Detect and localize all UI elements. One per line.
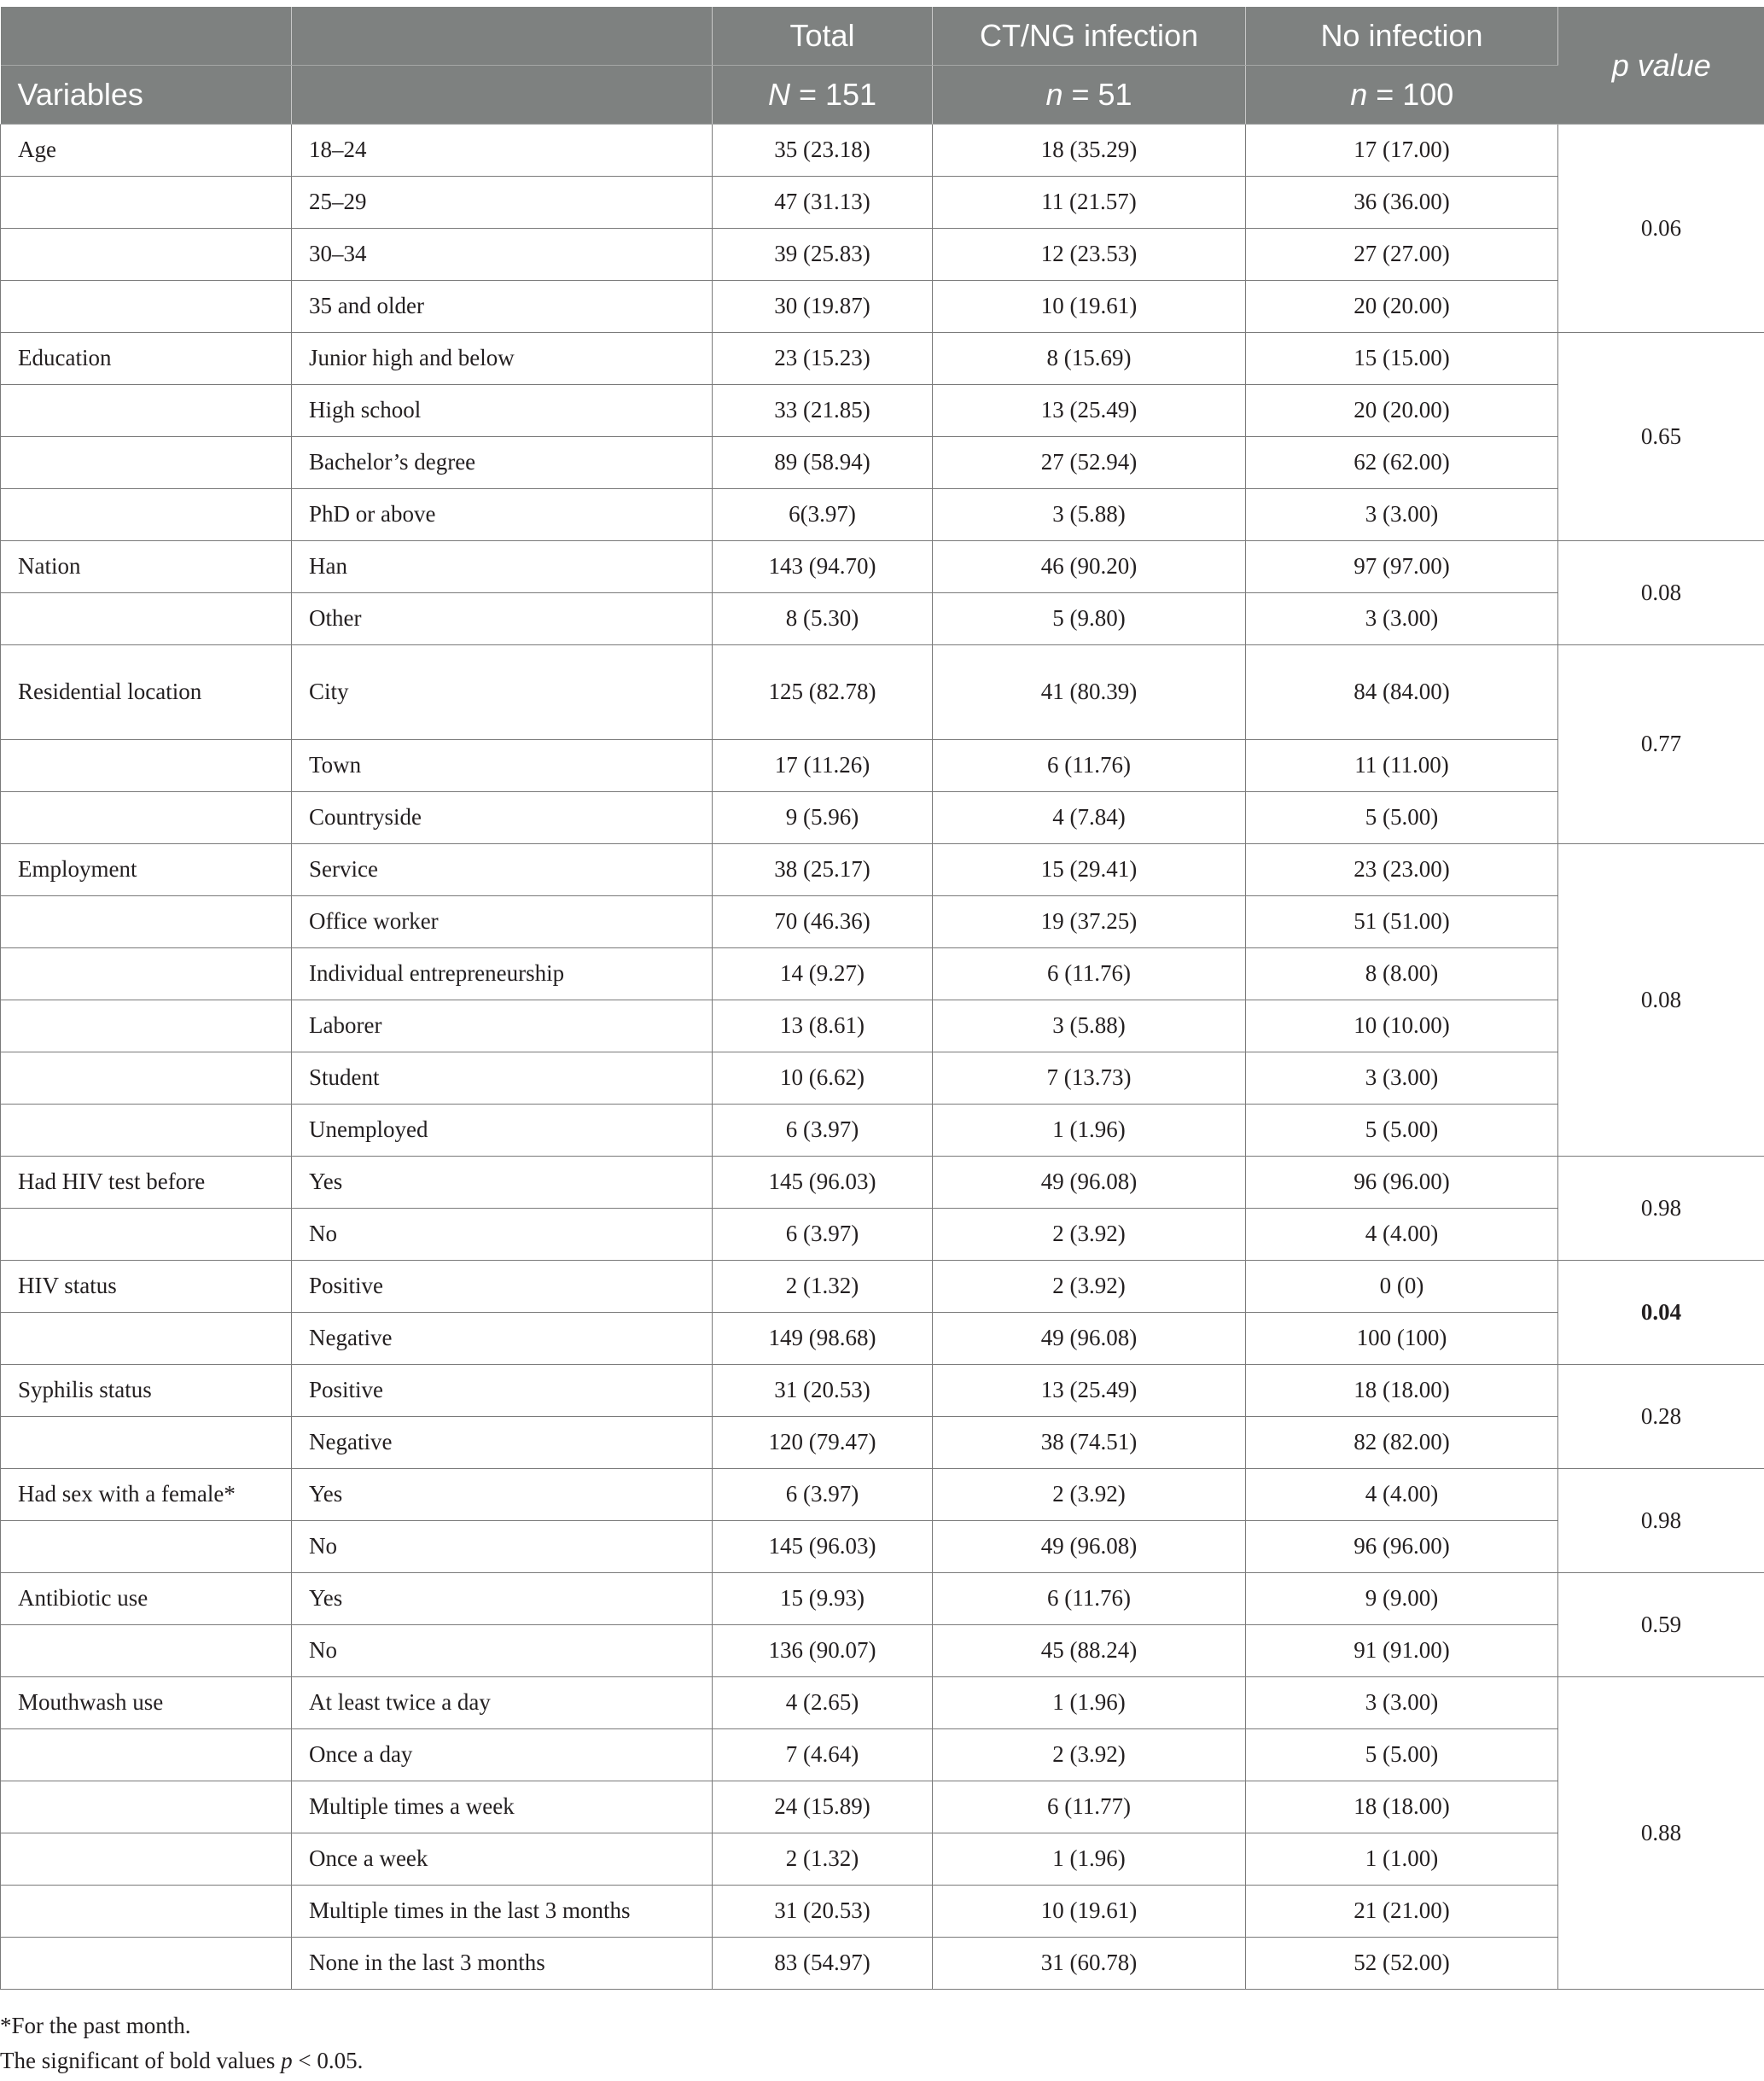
ctng-cell: 7 (13.73)	[933, 1052, 1246, 1105]
category-cell: 25–29	[292, 177, 713, 229]
total-cell: 125 (82.78)	[713, 645, 933, 740]
no-infection-cell: 8 (8.00)	[1246, 948, 1558, 1000]
total-cell: 6 (3.97)	[713, 1209, 933, 1261]
no-infection-cell: 20 (20.00)	[1246, 281, 1558, 333]
category-cell: PhD or above	[292, 489, 713, 541]
ctng-cell: 13 (25.49)	[933, 1365, 1246, 1417]
no-infection-cell: 20 (20.00)	[1246, 385, 1558, 437]
variable-cell	[1, 948, 292, 1000]
no-infection-cell: 52 (52.00)	[1246, 1938, 1558, 1990]
no-infection-cell: 15 (15.00)	[1246, 333, 1558, 385]
no-infection-cell: 36 (36.00)	[1246, 177, 1558, 229]
data-table	[0, 7, 1764, 1990]
category-cell: No	[292, 1209, 713, 1261]
no-infection-cell: 4 (4.00)	[1246, 1209, 1558, 1261]
category-cell: Unemployed	[292, 1105, 713, 1157]
category-cell: Yes	[292, 1469, 713, 1521]
no-infection-cell: 96 (96.00)	[1246, 1521, 1558, 1573]
p-value-cell: 0.06	[1558, 125, 1764, 333]
category-cell: No	[292, 1521, 713, 1573]
ctng-cell: 4 (7.84)	[933, 792, 1246, 844]
category-cell: Multiple times in the last 3 months	[292, 1886, 713, 1938]
header-ctng-infection: CT/NG infection	[933, 7, 1246, 66]
table-row	[1, 1000, 1764, 1052]
total-cell: 9 (5.96)	[713, 792, 933, 844]
table-row	[1, 1365, 1764, 1417]
total-cell: 145 (96.03)	[713, 1157, 933, 1209]
category-cell: Other	[292, 593, 713, 645]
ctng-cell: 13 (25.49)	[933, 385, 1246, 437]
header-p-value-text: p value	[1611, 47, 1711, 83]
category-cell: 30–34	[292, 229, 713, 281]
ctng-cell: 2 (3.92)	[933, 1729, 1246, 1781]
no-infection-cell: 18 (18.00)	[1246, 1781, 1558, 1833]
ctng-cell: 2 (3.92)	[933, 1261, 1246, 1313]
ctng-cell: 11 (21.57)	[933, 177, 1246, 229]
no-infection-cell: 4 (4.00)	[1246, 1469, 1558, 1521]
table-row	[1, 1157, 1764, 1209]
no-infection-cell: 23 (23.00)	[1246, 844, 1558, 896]
no-infection-cell: 10 (10.00)	[1246, 1000, 1558, 1052]
total-cell: 70 (46.36)	[713, 896, 933, 948]
header-variables: Variables	[1, 66, 292, 125]
no-infection-cell: 84 (84.00)	[1246, 645, 1558, 740]
variable-cell	[1, 1000, 292, 1052]
ctng-cell: 15 (29.41)	[933, 844, 1246, 896]
variable-cell: Residential location	[1, 645, 292, 740]
ctng-cell: 2 (3.92)	[933, 1209, 1246, 1261]
variable-cell	[1, 385, 292, 437]
total-cell: 35 (23.18)	[713, 125, 933, 177]
variable-cell: Antibiotic use	[1, 1573, 292, 1625]
table-row	[1, 1833, 1764, 1886]
ctng-cell: 3 (5.88)	[933, 1000, 1246, 1052]
table-row	[1, 1625, 1764, 1677]
variable-cell	[1, 1521, 292, 1573]
variable-cell: Nation	[1, 541, 292, 593]
total-cell: 17 (11.26)	[713, 740, 933, 792]
no-infection-cell: 82 (82.00)	[1246, 1417, 1558, 1469]
variable-cell	[1, 1209, 292, 1261]
total-cell: 6(3.97)	[713, 489, 933, 541]
table-row	[1, 1886, 1764, 1938]
variable-cell	[1, 229, 292, 281]
table-row	[1, 1729, 1764, 1781]
table-row	[1, 1105, 1764, 1157]
ctng-cell: 38 (74.51)	[933, 1417, 1246, 1469]
total-cell: 13 (8.61)	[713, 1000, 933, 1052]
ctng-cell: 46 (90.20)	[933, 541, 1246, 593]
category-cell: Once a week	[292, 1833, 713, 1886]
category-cell: 18–24	[292, 125, 713, 177]
total-cell: 15 (9.93)	[713, 1573, 933, 1625]
ctng-cell: 8 (15.69)	[933, 333, 1246, 385]
no-infection-cell: 5 (5.00)	[1246, 1105, 1558, 1157]
ctng-cell: 2 (3.92)	[933, 1469, 1246, 1521]
table-row	[1, 1781, 1764, 1833]
variable-cell	[1, 1938, 292, 1990]
table-row	[1, 792, 1764, 844]
no-infection-cell: 17 (17.00)	[1246, 125, 1558, 177]
table-row	[1, 1209, 1764, 1261]
no-infection-cell: 3 (3.00)	[1246, 593, 1558, 645]
p-value-cell: 0.98	[1558, 1157, 1764, 1261]
total-cell: 38 (25.17)	[713, 844, 933, 896]
ctng-cell: 1 (1.96)	[933, 1677, 1246, 1729]
variable-cell	[1, 437, 292, 489]
p-value-cell: 0.04	[1558, 1261, 1764, 1365]
header-blank-3	[292, 66, 713, 125]
table-body	[1, 125, 1764, 1990]
variable-cell: Syphilis status	[1, 1365, 292, 1417]
table-row	[1, 896, 1764, 948]
table-row	[1, 1417, 1764, 1469]
table-row	[1, 125, 1764, 177]
no-infection-cell: 51 (51.00)	[1246, 896, 1558, 948]
total-cell: 4 (2.65)	[713, 1677, 933, 1729]
total-cell: 2 (1.32)	[713, 1833, 933, 1886]
category-cell: Once a day	[292, 1729, 713, 1781]
category-cell: Yes	[292, 1573, 713, 1625]
ctng-cell: 10 (19.61)	[933, 281, 1246, 333]
variable-cell	[1, 1052, 292, 1105]
total-cell: 145 (96.03)	[713, 1521, 933, 1573]
table-row	[1, 1521, 1764, 1573]
ctng-cell: 31 (60.78)	[933, 1938, 1246, 1990]
total-cell: 23 (15.23)	[713, 333, 933, 385]
table-row	[1, 1573, 1764, 1625]
no-infection-cell: 21 (21.00)	[1246, 1886, 1558, 1938]
total-cell: 83 (54.97)	[713, 1938, 933, 1990]
total-cell: 31 (20.53)	[713, 1886, 933, 1938]
variable-cell	[1, 1729, 292, 1781]
total-cell: 10 (6.62)	[713, 1052, 933, 1105]
table-row	[1, 1938, 1764, 1990]
no-infection-cell: 3 (3.00)	[1246, 489, 1558, 541]
variable-cell	[1, 489, 292, 541]
total-cell: 39 (25.83)	[713, 229, 933, 281]
footnote-asterisk: *For the past month.	[0, 2013, 191, 2038]
ctng-cell: 12 (23.53)	[933, 229, 1246, 281]
header-no-infection: No infection	[1246, 7, 1558, 66]
ctng-cell: 41 (80.39)	[933, 645, 1246, 740]
table-row	[1, 281, 1764, 333]
category-cell: Student	[292, 1052, 713, 1105]
variable-cell	[1, 281, 292, 333]
category-cell: Junior high and below	[292, 333, 713, 385]
table-row	[1, 593, 1764, 645]
category-cell: Individual entrepreneurship	[292, 948, 713, 1000]
header-blank-2	[292, 7, 713, 66]
no-infection-cell: 96 (96.00)	[1246, 1157, 1558, 1209]
ctng-cell: 5 (9.80)	[933, 593, 1246, 645]
ctng-cell: 19 (37.25)	[933, 896, 1246, 948]
no-infection-cell: 62 (62.00)	[1246, 437, 1558, 489]
variable-cell	[1, 1313, 292, 1365]
category-cell: At least twice a day	[292, 1677, 713, 1729]
variable-cell	[1, 896, 292, 948]
table-row	[1, 1677, 1764, 1729]
variable-cell	[1, 1781, 292, 1833]
variable-cell: Age	[1, 125, 292, 177]
no-infection-cell: 0 (0)	[1246, 1261, 1558, 1313]
category-cell: Office worker	[292, 896, 713, 948]
no-infection-cell: 11 (11.00)	[1246, 740, 1558, 792]
category-cell: Bachelor’s degree	[292, 437, 713, 489]
ctng-cell: 1 (1.96)	[933, 1105, 1246, 1157]
ctng-cell: 45 (88.24)	[933, 1625, 1246, 1677]
total-cell: 30 (19.87)	[713, 281, 933, 333]
ctng-cell: 6 (11.76)	[933, 740, 1246, 792]
variable-cell: Had HIV test before	[1, 1157, 292, 1209]
header-blank-1	[1, 7, 292, 66]
table-row	[1, 541, 1764, 593]
category-cell: No	[292, 1625, 713, 1677]
ctng-cell: 49 (96.08)	[933, 1157, 1246, 1209]
variable-cell	[1, 740, 292, 792]
variable-cell	[1, 1625, 292, 1677]
total-cell: 14 (9.27)	[713, 948, 933, 1000]
category-cell: Positive	[292, 1261, 713, 1313]
variable-cell	[1, 792, 292, 844]
table-row	[1, 740, 1764, 792]
category-cell: None in the last 3 months	[292, 1938, 713, 1990]
table-row	[1, 385, 1764, 437]
no-infection-cell: 9 (9.00)	[1246, 1573, 1558, 1625]
footnote-significance: The significant of bold values p < 0.05.	[0, 2048, 364, 2073]
table-row	[1, 229, 1764, 281]
total-cell: 89 (58.94)	[713, 437, 933, 489]
ctng-cell: 6 (11.77)	[933, 1781, 1246, 1833]
category-cell: Negative	[292, 1313, 713, 1365]
variable-cell: Employment	[1, 844, 292, 896]
no-infection-cell: 27 (27.00)	[1246, 229, 1558, 281]
category-cell: Negative	[292, 1417, 713, 1469]
table-row	[1, 645, 1764, 740]
variable-cell	[1, 1886, 292, 1938]
ctng-cell: 3 (5.88)	[933, 489, 1246, 541]
category-cell: City	[292, 645, 713, 740]
table-row	[1, 844, 1764, 896]
variable-cell	[1, 177, 292, 229]
header-n-infection: n = 51	[933, 66, 1246, 125]
header-n-no-infection: n = 100	[1246, 66, 1558, 125]
total-cell: 24 (15.89)	[713, 1781, 933, 1833]
variable-cell: Education	[1, 333, 292, 385]
no-infection-cell: 100 (100)	[1246, 1313, 1558, 1365]
no-infection-cell: 3 (3.00)	[1246, 1052, 1558, 1105]
header-row-2	[1, 66, 1764, 125]
ctng-cell: 49 (96.08)	[933, 1313, 1246, 1365]
total-cell: 6 (3.97)	[713, 1469, 933, 1521]
header-total: Total	[713, 7, 933, 66]
ctng-cell: 10 (19.61)	[933, 1886, 1246, 1938]
ctng-cell: 49 (96.08)	[933, 1521, 1246, 1573]
total-cell: 2 (1.32)	[713, 1261, 933, 1313]
header-n-total: N = 151	[713, 66, 933, 125]
total-cell: 47 (31.13)	[713, 177, 933, 229]
table-row	[1, 948, 1764, 1000]
no-infection-cell: 1 (1.00)	[1246, 1833, 1558, 1886]
p-value-cell: 0.08	[1558, 541, 1764, 645]
no-infection-cell: 3 (3.00)	[1246, 1677, 1558, 1729]
no-infection-cell: 91 (91.00)	[1246, 1625, 1558, 1677]
total-cell: 143 (94.70)	[713, 541, 933, 593]
category-cell: Service	[292, 844, 713, 896]
p-value-cell: 0.98	[1558, 1469, 1764, 1573]
total-cell: 120 (79.47)	[713, 1417, 933, 1469]
variable-cell	[1, 1105, 292, 1157]
category-cell: High school	[292, 385, 713, 437]
category-cell: 35 and older	[292, 281, 713, 333]
p-value-cell: 0.88	[1558, 1677, 1764, 1990]
table-header	[1, 7, 1764, 125]
total-cell: 6 (3.97)	[713, 1105, 933, 1157]
ctng-cell: 6 (11.76)	[933, 948, 1246, 1000]
category-cell: Positive	[292, 1365, 713, 1417]
category-cell: Multiple times a week	[292, 1781, 713, 1833]
table-row	[1, 1469, 1764, 1521]
p-value-cell: 0.77	[1558, 645, 1764, 844]
table-row	[1, 1052, 1764, 1105]
total-cell: 8 (5.30)	[713, 593, 933, 645]
variable-cell: Had sex with a female*	[1, 1469, 292, 1521]
ctng-cell: 6 (11.76)	[933, 1573, 1246, 1625]
table-row	[1, 333, 1764, 385]
no-infection-cell: 5 (5.00)	[1246, 792, 1558, 844]
no-infection-cell: 18 (18.00)	[1246, 1365, 1558, 1417]
category-cell: Yes	[292, 1157, 713, 1209]
ctng-cell: 18 (35.29)	[933, 125, 1246, 177]
ctng-cell: 27 (52.94)	[933, 437, 1246, 489]
header-p-value	[1558, 7, 1764, 125]
table-row	[1, 1261, 1764, 1313]
category-cell: Town	[292, 740, 713, 792]
header-row-1	[1, 7, 1764, 66]
table-row	[1, 489, 1764, 541]
total-cell: 149 (98.68)	[713, 1313, 933, 1365]
total-cell: 31 (20.53)	[713, 1365, 933, 1417]
table-row	[1, 177, 1764, 229]
total-cell: 7 (4.64)	[713, 1729, 933, 1781]
variable-cell: HIV status	[1, 1261, 292, 1313]
no-infection-cell: 97 (97.00)	[1246, 541, 1558, 593]
total-cell: 136 (90.07)	[713, 1625, 933, 1677]
variable-cell: Mouthwash use	[1, 1677, 292, 1729]
table-row	[1, 1313, 1764, 1365]
p-value-cell: 0.59	[1558, 1573, 1764, 1677]
total-cell: 33 (21.85)	[713, 385, 933, 437]
table-row	[1, 437, 1764, 489]
ctng-cell: 1 (1.96)	[933, 1833, 1246, 1886]
category-cell: Countryside	[292, 792, 713, 844]
p-value-cell: 0.65	[1558, 333, 1764, 541]
category-cell: Laborer	[292, 1000, 713, 1052]
category-cell: Han	[292, 541, 713, 593]
variable-cell	[1, 593, 292, 645]
no-infection-cell: 5 (5.00)	[1246, 1729, 1558, 1781]
variable-cell	[1, 1417, 292, 1469]
p-value-cell: 0.08	[1558, 844, 1764, 1157]
p-value-cell: 0.28	[1558, 1365, 1764, 1469]
variable-cell	[1, 1833, 292, 1886]
